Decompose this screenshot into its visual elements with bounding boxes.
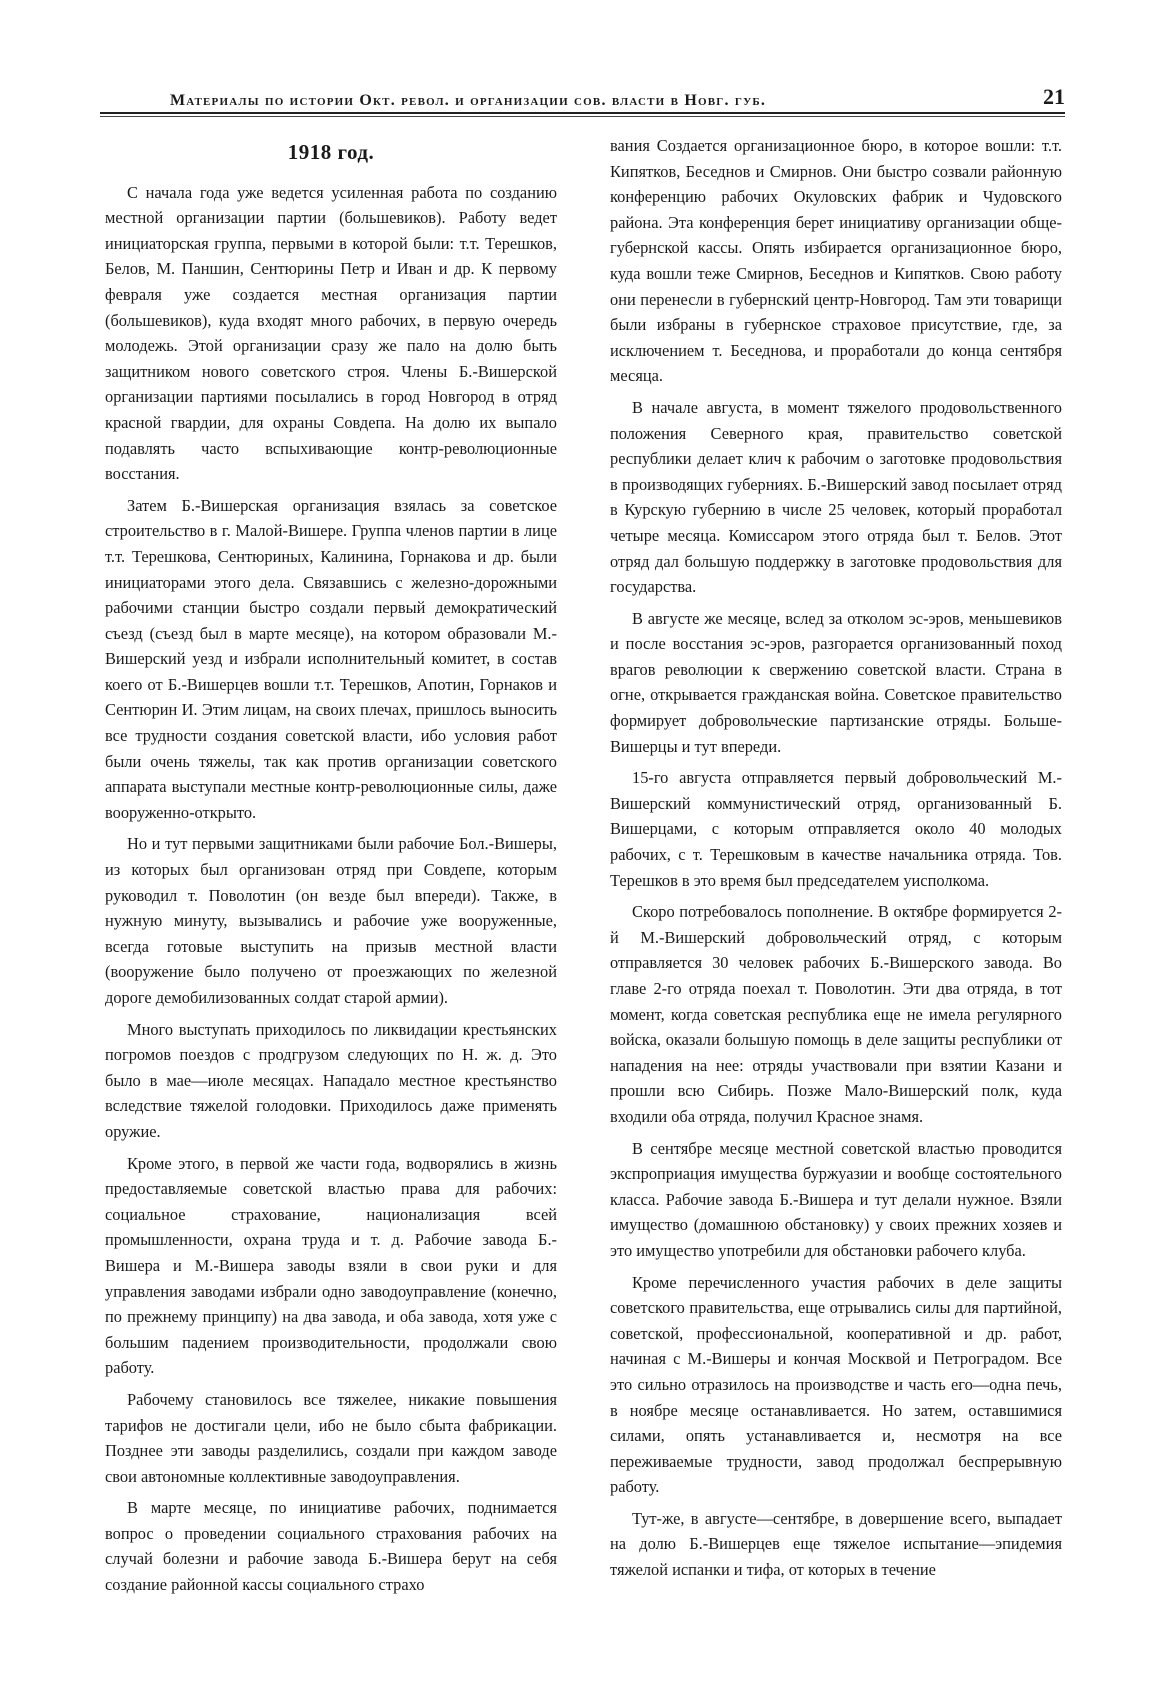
paragraph: Затем Б.-Вишерская организация взялась за советское строительство в г. Малой-Вишере. Группа членов партии в лице т.т. Терешкова, Сентюриных, Калинина, Горнакова и др. были инициаторами этого дела. Связавшись с железно-дорожными рабочими станции быстро создали первый демократический съезд (съезд был в марте месяце), на котором образовали М.-Вишерский уезд и избрали исполнительный комитет, в состав коего от Б.-Вишерцев вошли т.т. Терешков, Апотин, Горнаков и Сентюрин И. Этим лицам, на своих плечах, пришлось выносить все трудности создания советской власти, ибо условия работ были очень тяжелы, так как против организации советского аппарата выступали местные контр-революционные силы, даже вооруженно-открыто. — [105, 495, 557, 822]
paragraph: В начале августа, в момент тяжелого продовольственного положения Северного края, правительство советской республики делает клич к рабочим о заготовке продовольствия в производящих губерниях. Б.-Вишерский завод посылает отряд в Курскую губернию в числе 25 человек, который проработал четыре месяца. Комиссаром этого отряда был т. Белов. Этот отряд дал большую поддержку в заготовке продовольствия для государства. — [610, 397, 1062, 597]
paragraph: В августе же месяце, вслед за отколом эс-эров, меньшевиков и после восстания эс-эров, разгорается организованный поход врагов революции к свержению советской власти. Страна в огне, открывается гражданская война. Советское правительство формирует добровольческие партизанские отряды. Больше-Вишерцы и тут впереди. — [610, 608, 1062, 756]
paragraph: Тут-же, в августе—сентябре, в довершение всего, выпадает на долю Б.-Вишерцев еще тяжелое испытание—эпидемия тяжелой испанки и тифа, от которых в течение — [610, 1508, 1062, 1580]
paragraph: Но и тут первыми защитниками были рабочие Бол.-Вишеры, из которых был организован отряд при Совдепе, которым руководил т. Поволотин (он везде был впереди). Также, в нужную минуту, вызывались и рабочие уже вооруженные, всегда готовые выступить на призыв местной власти (вооружение было получено от проезжающих по железной дороге демобилизованных солдат старой армии). — [105, 834, 557, 1007]
paragraph: Кроме этого, в первой же части года, водворялись в жизнь предоставляемые советской властью права для рабочих: социальное страхование, национализация всей промышленности, охрана труда и т. д. Рабочие завода Б.-Вишера и М.-Вишера заводы взяли в свои руки и для управления заводами избрали одно заводоуправление (конечно, по прежнему принципу) на два завода, и оба завода, хотя уже с большим падением производительности, продолжали свою работу. — [105, 1153, 557, 1378]
running-header — [170, 80, 1065, 110]
paragraph: Много выступать приходилось по ликвидации крестьянских погромов поездов с продгрузом следующих по Н. ж. д. Это было в мае—июле месяцах. Нападало местное крестьянство вследствие тяжелой голодовки. Приходилось даже применять оружие. — [105, 1019, 557, 1141]
year-heading: 1918 год. — [287, 140, 375, 164]
paragraph: Кроме перечисленного участия рабочих в деле защиты советского правительства, еще отрывались силы для партийной, советской, профессиональной, кооперативной и др. работ, начиная с М.-Вишеры и кончая Москвой и Петроградом. Все это сильно отразилось на производстве и часть его—одна печь, в ноябре месяце останавливается. Но затем, оставшимися силами, опять устанавливается и, несмотря на все переживаемые трудности, завод продолжал беспрерывную работу. — [610, 1272, 1062, 1497]
paragraph: 15-го августа отправляется первый добровольческий М.-Вишерский коммунистический отряд, организованный Б. Вишерцами, с которым отправляется около 40 молодых рабочих, с т. Терешковым в качестве начальника отряда. Тов. Терешков в это время был председателем уисполкома. — [610, 768, 1062, 890]
right-column — [610, 133, 1062, 1589]
paragraph: Рабочему становилось все тяжелее, никакие повышения тарифов не достигали цели, ибо не было сбыта фабрикации. Позднее эти заводы разделились, создали при каждом заводе свои автономные коллективные заводоуправления. — [105, 1389, 557, 1486]
paragraph: В марте месяце, по инициативе рабочих, поднимается вопрос о проведении социального страхования рабочих на случай болезни и рабочие завода Б.-Вишера берут на себя создание районной кассы социального страхо — [105, 1498, 557, 1595]
paragraph: Скоро потребовалось пополнение. В октябре формируется 2-й М.-Вишерский добровольческий отряд, с которым отправляется 30 человек рабочих Б.-Вишерского завода. Во главе 2-го отряда поехал т. Поволотин. Эти два отряда, в тот момент, когда советская республика еще не имела регулярного войска, оказали большую помощь в деле защиты республики от нападения на нее: отряды участвовали при взятии Казани и прошли всю Сибирь. Позже Мало-Вишерский полк, куда входили оба отряда, получил Красное знамя. — [610, 902, 1062, 1126]
paragraph-continuation: вания Создается организационное бюро, в которое вошли: т.т. Кипятков, Беседнов и Смирнов. Они быстро созвали районную конференцию рабочих Окуловских фабрик и Чудовского района. Эта конференция берет инициативу организации обще-губернской кассы. Опять избирается организационное бюро, куда вошли теже Смирнов, Беседнов и Кипятков. Свою работу они перенесли в губернский центр-Новгород. Там эти товарищи были избраны в губернское страховое присутствие, где, за исключением т. Беседнова, и проработали до конца сентября месяца. — [610, 136, 1062, 386]
left-column — [105, 135, 557, 1604]
running-title: Материалы по истории Окт. револ. и организации сов. власти в Новг. губ. — [170, 92, 767, 109]
header-rule — [100, 112, 1065, 117]
paragraph: В сентябре месяце местной советской властью проводится экспроприация имущества буржуазии и вообще состоятельного класса. Рабочие завода Б.-Вишера и тут делали нужное. Взяли имущество (домашнюю обстановку) у своих прежних хозяев и это имущество употребили для обстановки рабочего клуба. — [610, 1138, 1062, 1260]
paragraph: С начала года уже ведется усиленная работа по созданию местной организации партии (большевиков). Работу ведет инициаторская группа, первыми в которой были: т.т. Терешков, Белов, М. Паншин, Сентюрины Петр и Иван и др. К первому февраля уже создается местная организация партии (большевиков), куда входят много рабочих, в первую очередь молодежь. Этой организации сразу же пало на долю быть защитником нового советского строя. Члены Б.-Вишерской организации партиями посылались в город Новгород в отряд красной гвардии, для охраны Совдепа. На долю их выпало подавлять часто вспыхивающие контр-революционные восстания. — [105, 182, 557, 484]
page-number: 21 — [1043, 84, 1065, 109]
